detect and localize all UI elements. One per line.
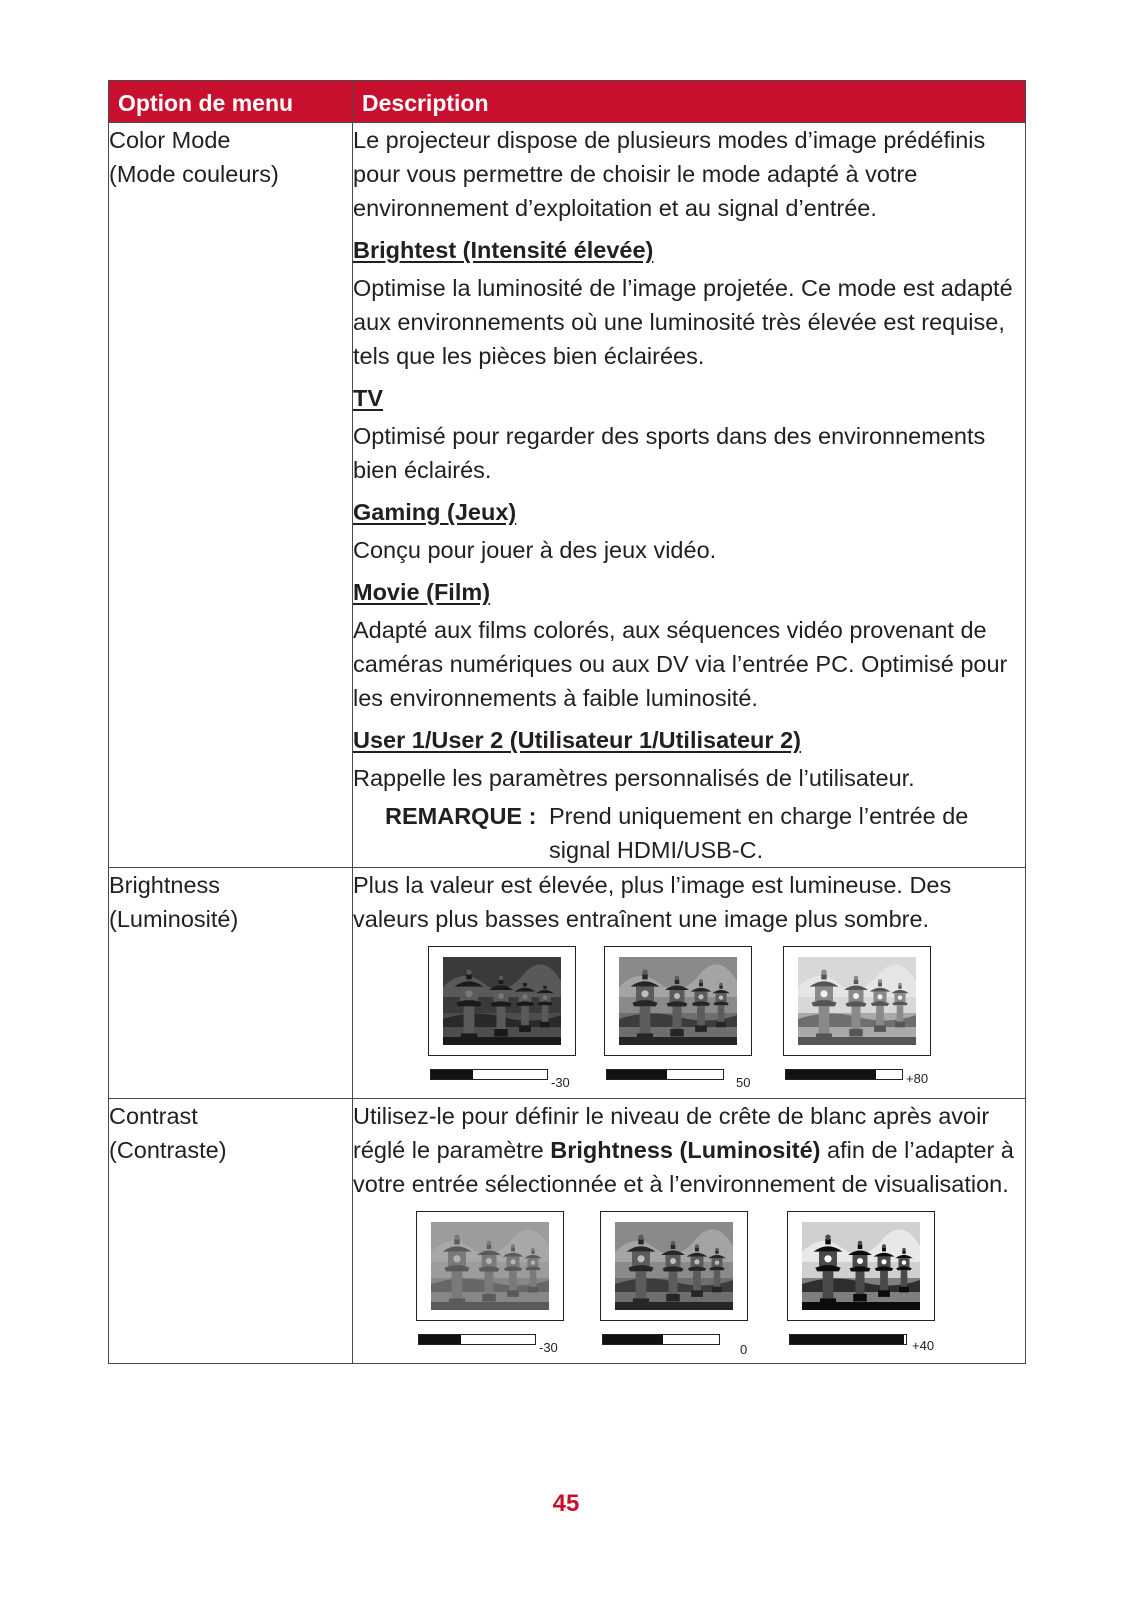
note-text: Prend uniquement en charge l’entrée de signal HDMI/USB-C.: [549, 803, 969, 863]
mode-text: Optimisé pour regarder des sports dans des environnements bien éclairés.: [353, 423, 986, 483]
table-row: [109, 1099, 1026, 1364]
level-value: +80: [906, 1071, 929, 1086]
table-row: [109, 868, 1026, 1099]
lantern-photo: [798, 957, 916, 1045]
level-value: 0: [740, 1342, 748, 1357]
level-value: +40: [912, 1338, 935, 1353]
header-option-de-menu: Option de menu: [109, 81, 353, 123]
example-figure: [416, 1211, 564, 1355]
mode-text: Rappelle les paramètres personnalisés de l’utilisateur.: [353, 765, 915, 791]
level-bar: [789, 1334, 907, 1345]
table-header-row: [109, 81, 1026, 123]
mode-text: Conçu pour jouer à des jeux vidéo.: [353, 537, 717, 563]
description-text: [353, 1099, 1025, 1201]
level-bar-fill: [790, 1335, 904, 1344]
option-cell-brightness: [109, 868, 353, 1099]
note: [353, 799, 1025, 867]
level-value: -30: [539, 1340, 558, 1355]
level-bar: [602, 1334, 720, 1345]
option-name-fr: (Mode couleurs): [109, 161, 279, 187]
brightness-examples: [353, 946, 1025, 1098]
example-figure: [787, 1211, 935, 1353]
level-bar: [785, 1069, 903, 1080]
note-label: REMARQUE :: [385, 803, 537, 829]
option-cell-contrast: [109, 1099, 353, 1364]
option-name: Brightness: [109, 872, 221, 898]
level-bar-fill: [603, 1335, 663, 1344]
example-frame: [600, 1211, 748, 1321]
level-value: -30: [551, 1075, 570, 1090]
example-frame: [416, 1211, 564, 1321]
level-bar: [606, 1069, 724, 1080]
description-cell-brightness: [353, 868, 1026, 1099]
level-bar-fill: [431, 1070, 473, 1079]
description-text-bold: Brightness (Luminosité): [550, 1137, 821, 1163]
table-row: [109, 123, 1026, 868]
option-name: Color Mode: [109, 127, 231, 153]
mode-title: User 1/User 2 (Utilisateur 1/Utilisateur 2): [353, 727, 801, 753]
description-text: Le projecteur dispose de plusieurs modes d’image prédéfinis pour vous permettre de choisir le mode adapté à votre environnement d’exploitation et au signal d’entrée.: [353, 127, 986, 221]
example-frame: [783, 946, 931, 1056]
level-bar-fill: [607, 1070, 667, 1079]
example-figure: [428, 946, 576, 1090]
menu-options-table: [108, 80, 1026, 1364]
mode-title: TV: [353, 385, 384, 411]
example-figure: [600, 1211, 748, 1357]
example-figure: [604, 946, 752, 1090]
description-text-part: Utilisez-le pour définir le niveau de crête de blanc après avoir réglé le paramètre: [353, 1103, 990, 1163]
description-cell-color-mode: [353, 123, 1026, 868]
level-value: 50: [736, 1075, 751, 1090]
contrast-examples: [353, 1211, 1025, 1363]
lantern-photo: [615, 1222, 733, 1310]
level-bar: [418, 1334, 536, 1345]
description-text: Plus la valeur est élevée, plus l’image est lumineuse. Des valeurs plus basses entraînent une image plus sombre.: [353, 872, 952, 932]
example-frame: [787, 1211, 935, 1321]
mode-title: Brightest (Intensité élevée): [353, 237, 654, 263]
mode-title: Movie (Film): [353, 579, 491, 605]
option-cell-color-mode: [109, 123, 353, 868]
page-number: 45: [552, 1490, 580, 1517]
description-cell-contrast: [353, 1099, 1026, 1364]
lantern-photo: [619, 957, 737, 1045]
example-frame: [604, 946, 752, 1056]
option-name-fr: (Contraste): [109, 1137, 227, 1163]
level-bar: [430, 1069, 548, 1080]
example-frame: [428, 946, 576, 1056]
mode-text: Adapté aux films colorés, aux séquences vidéo provenant de caméras numériques ou aux DV via l’entrée PC. Optimisé pour les environnements à faible luminosité.: [353, 617, 1008, 711]
level-bar-fill: [786, 1070, 876, 1079]
lantern-photo: [431, 1222, 549, 1310]
level-bar-fill: [419, 1335, 461, 1344]
option-name-fr: (Luminosité): [109, 906, 239, 932]
mode-text: Optimise la luminosité de l’image projetée. Ce mode est adapté aux environnements où une luminosité très élevée est requise, tels que les pièces bien éclairées.: [353, 275, 1013, 369]
option-name: Contrast: [109, 1103, 198, 1129]
lantern-photo: [443, 957, 561, 1045]
mode-title: Gaming (Jeux): [353, 499, 517, 525]
example-figure: [783, 946, 931, 1086]
lantern-photo: [802, 1222, 920, 1310]
header-description: Description: [353, 81, 1026, 123]
description-text-part: afin de l’adapter à votre entrée sélectionnée et à l’environnement de visualisation.: [353, 1137, 1014, 1197]
